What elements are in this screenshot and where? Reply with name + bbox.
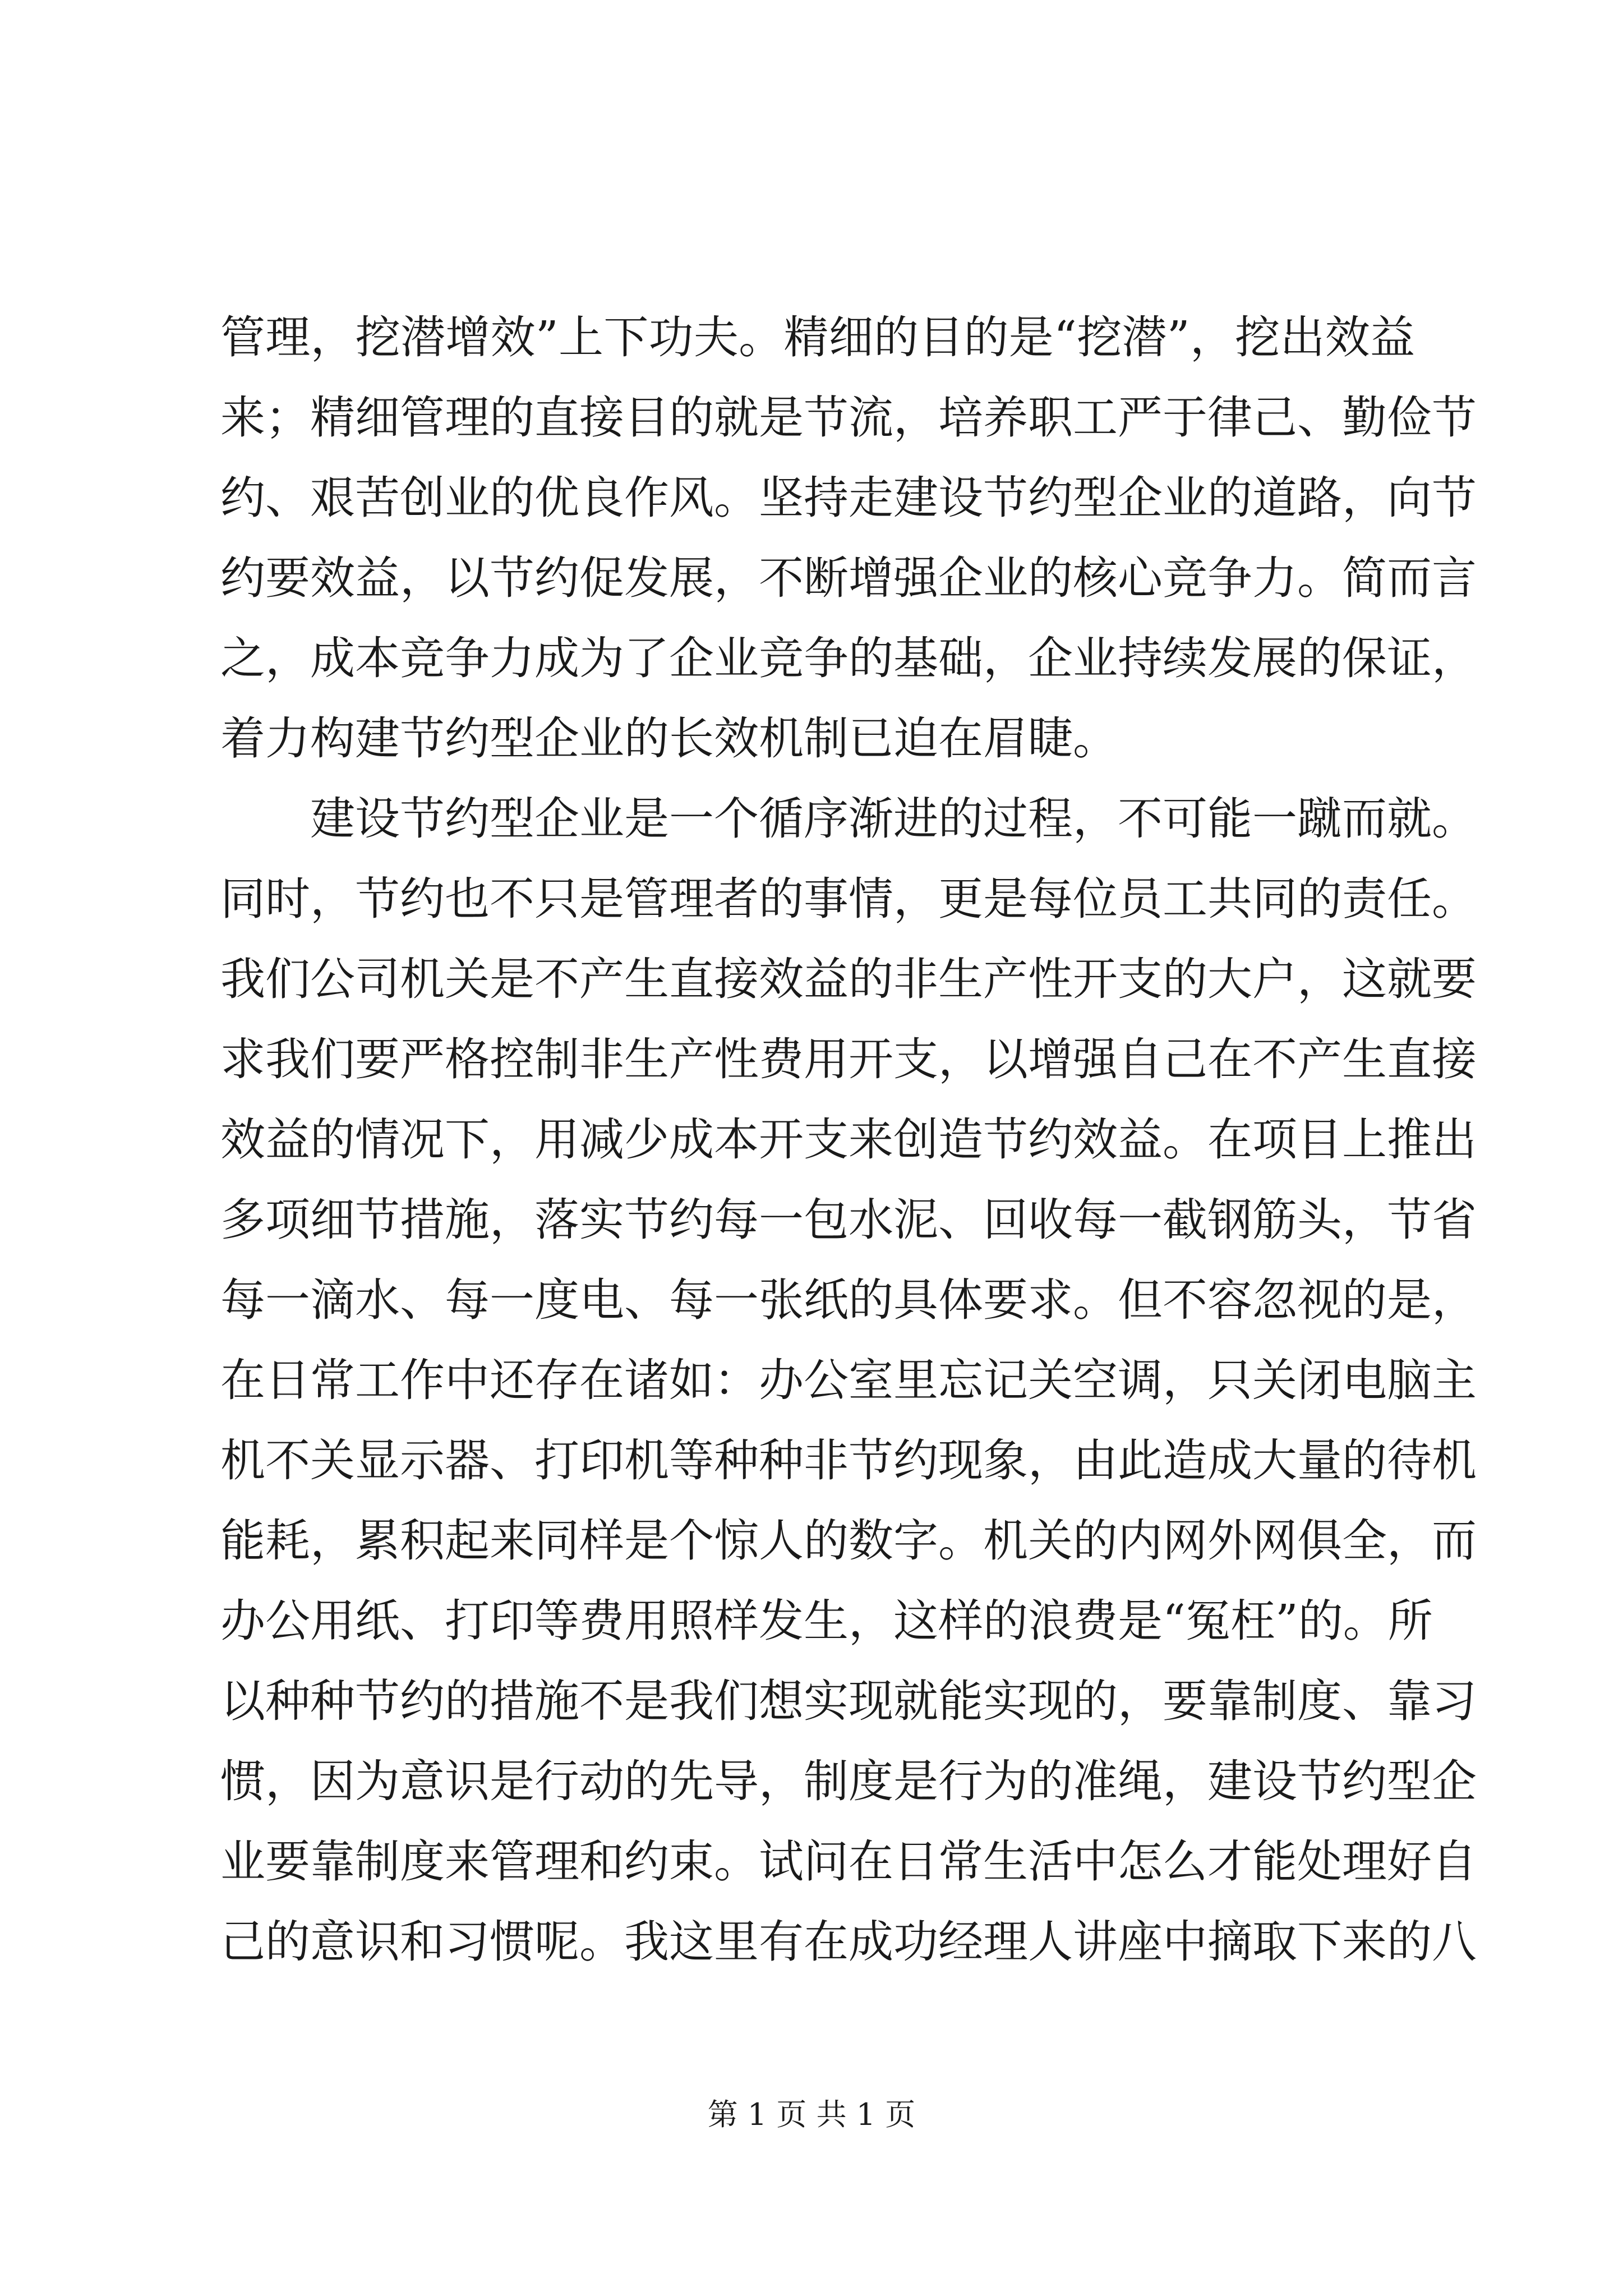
text-line: 以种种节约的措施不是我们想实现就能实现的，要靠制度、靠习 xyxy=(220,1675,1477,1727)
text-line: 建设节约型企业是一个循序渐进的过程，不可能一蹴而就。 xyxy=(310,793,1477,845)
text-line: 在日常工作中还存在诸如：办公室里忘记关空调，只关闭电脑主 xyxy=(220,1354,1477,1406)
text-line: 我们公司机关是不产生直接效益的非生产性开支的大户，这就要 xyxy=(220,953,1477,1005)
page-number-label: 第 1 页 共 1 页 xyxy=(707,2097,916,2132)
text-line: 来；精细管理的直接目的就是节流，培养职工严于律己、勤俭节 xyxy=(220,392,1477,444)
text-line: 之，成本竞争力成为了企业竞争的基础，企业持续发展的保证， xyxy=(220,632,1477,684)
text-line: 着力构建节约型企业的长效机制已迫在眉睫。 xyxy=(220,712,1118,765)
text-line: 己的意识和习惯呢。我这里有在成功经理人讲座中摘取下来的八 xyxy=(220,1916,1477,1968)
text-line: 同时，节约也不只是管理者的事情，更是每位员工共同的责任。 xyxy=(220,873,1477,925)
body-text xyxy=(220,297,1477,1982)
page-footer xyxy=(0,2095,1623,2134)
text-line: 能耗，累积起来同样是个惊人的数字。机关的内网外网俱全，而 xyxy=(220,1515,1477,1567)
text-line: 多项细节措施，落实节约每一包水泥、回收每一截钢筋头，节省 xyxy=(220,1194,1477,1246)
text-line: 每一滴水、每一度电、每一张纸的具体要求。但不容忽视的是， xyxy=(220,1274,1477,1326)
text-line: 办公用纸、打印等费用照样发生，这样的浪费是“冤枉”的。所 xyxy=(220,1595,1433,1647)
text-line: 约要效益，以节约促发展，不断增强企业的核心竞争力。简而言 xyxy=(220,552,1477,604)
text-line: 求我们要严格控制非生产性费用开支，以增强自己在不产生直接 xyxy=(220,1033,1477,1085)
text-line: 机不关显示器、打印机等种种非节约现象，由此造成大量的待机 xyxy=(220,1434,1477,1487)
text-line: 效益的情况下，用减少成本开支来创造节约效益。在项目上推出 xyxy=(220,1114,1477,1166)
text-line: 业要靠制度来管理和约束。试问在日常生活中怎么才能处理好自 xyxy=(220,1835,1477,1888)
text-line: 管理，挖潜增效”上下功夫。精细的目的是“挖潜”，挖出效益 xyxy=(220,311,1415,364)
paragraph-2 xyxy=(220,779,1477,1982)
text-line: 约、艰苦创业的优良作风。坚持走建设节约型企业的道路，向节 xyxy=(220,472,1477,524)
paragraph-1 xyxy=(220,297,1477,779)
text-line: 惯，因为意识是行动的先导，制度是行为的准绳，建设节约型企 xyxy=(220,1755,1477,1807)
